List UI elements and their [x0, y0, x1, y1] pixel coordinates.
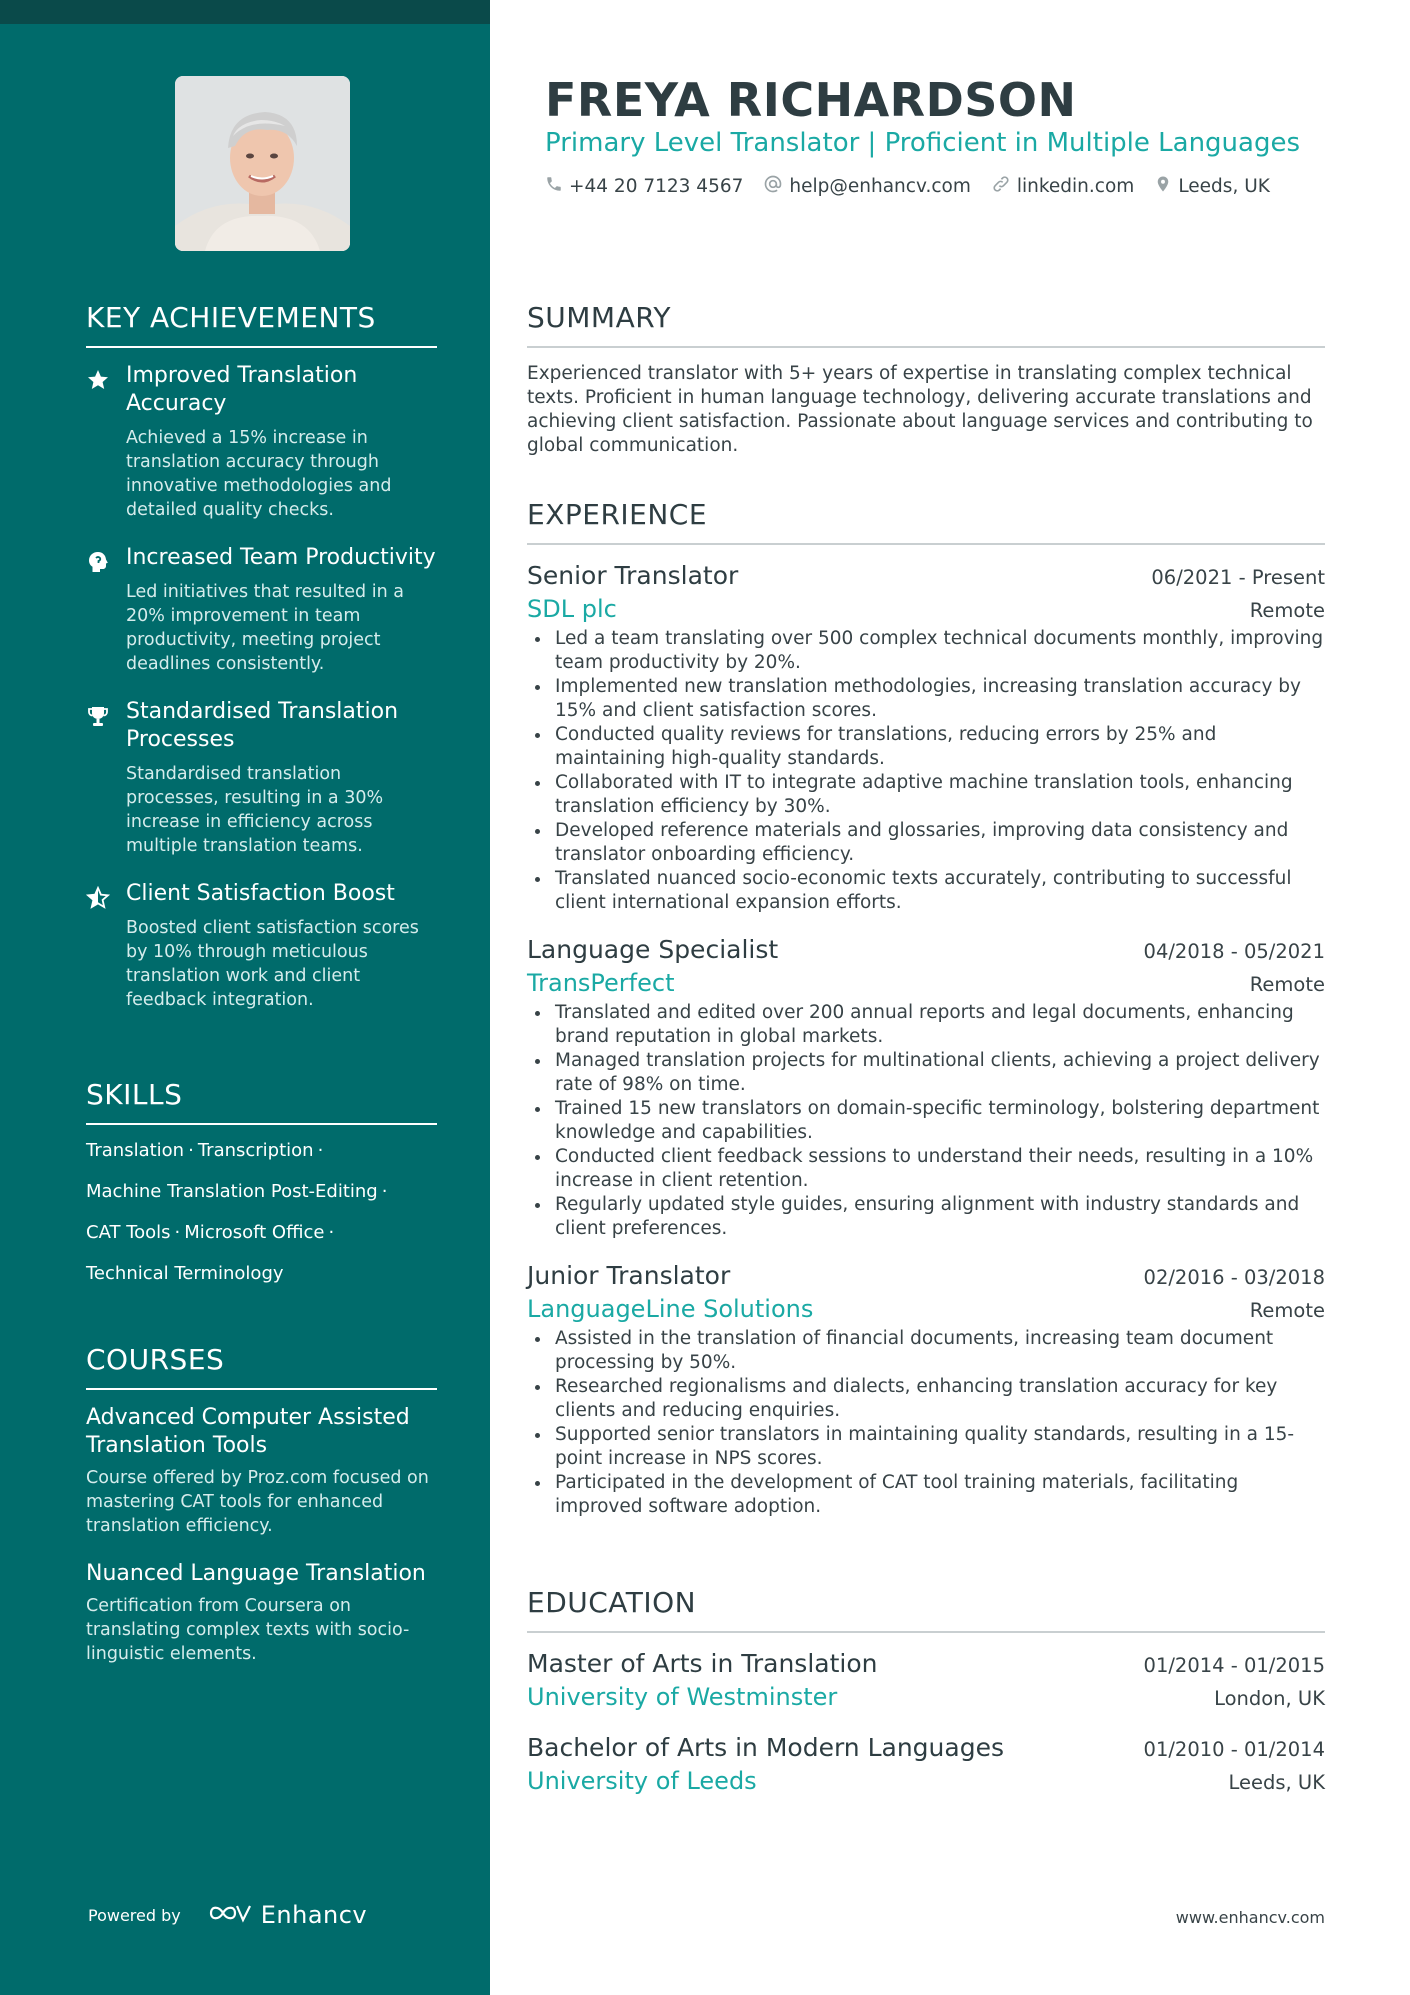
- contact-email[interactable]: [763, 174, 970, 199]
- job-title: Language Specialist: [527, 935, 779, 964]
- degree-title: Master of Arts in Translation: [527, 1649, 878, 1678]
- achievement-item: [86, 880, 437, 1012]
- enhancv-logo-icon: [207, 1900, 253, 1930]
- achievement-title: Improved Translation Accuracy: [126, 363, 358, 416]
- courses-section: [86, 1342, 437, 1688]
- contact-phone[interactable]: [545, 174, 743, 199]
- job-entry: [527, 933, 1325, 1241]
- brain-icon: [86, 550, 110, 574]
- experience-heading: EXPERIENCE: [527, 497, 1325, 545]
- achievement-item: [86, 362, 437, 522]
- job-bullet: Implemented new translation methodologies, increasing translation accuracy by 15% and client satisfaction scores.: [555, 675, 1325, 723]
- skill-line: [86, 1262, 437, 1303]
- half-star-icon: [86, 886, 110, 910]
- skill-line: [86, 1180, 437, 1221]
- job-bullet: Trained 15 new translators on domain-specific terminology, bolstering department knowledge and capabilities.: [555, 1097, 1325, 1145]
- education-entry: [527, 1731, 1325, 1797]
- job-title: Senior Translator: [527, 561, 739, 590]
- course-description: Course offered by Proz.com focused on mastering CAT tools for enhanced translation efficiency.: [86, 1468, 429, 1536]
- course-title: Nuanced Language Translation: [86, 1561, 426, 1586]
- skill-tag: Microsoft Office: [184, 1222, 325, 1243]
- job-bullet: Researched regionalisms and dialects, enhancing translation accuracy for key clients and reducing enquiries.: [555, 1375, 1325, 1423]
- education-heading: EDUCATION: [527, 1585, 1325, 1633]
- contact-linkedin[interactable]: [991, 174, 1134, 199]
- school-location: Leeds, UK: [1228, 1771, 1325, 1794]
- summary-heading: SUMMARY: [527, 300, 1325, 348]
- candidate-tagline: Primary Level Translator | Proficient in Multiple Languages: [545, 128, 1301, 158]
- phone-icon: [545, 175, 563, 198]
- job-dates: 04/2018 - 05/2021: [1143, 940, 1325, 963]
- phone-text: +44 20 7123 4567: [569, 176, 744, 197]
- powered-by: [88, 1900, 367, 1930]
- job-bullet: Participated in the development of CAT tool training materials, facilitating improved software adoption.: [555, 1471, 1325, 1519]
- linkedin-text: linkedin.com: [1016, 176, 1135, 197]
- enhancv-logo[interactable]: [207, 1900, 367, 1930]
- trophy-icon: [86, 704, 110, 728]
- achievement-item: [86, 544, 437, 676]
- job-dates: 06/2021 - Present: [1151, 566, 1325, 589]
- skill-tag: Translation: [86, 1140, 185, 1161]
- achievement-title: Increased Team Productivity: [126, 545, 436, 570]
- job-entry: [527, 559, 1325, 915]
- location-text: Leeds, UK: [1178, 176, 1270, 197]
- job-bullet: Led a team translating over 500 complex technical documents monthly, improving team productivity by 20%.: [555, 628, 1324, 673]
- courses-heading: COURSES: [86, 1342, 437, 1390]
- skill-line: [86, 1139, 437, 1180]
- main-content: [527, 0, 1325, 1995]
- contact-location: [1154, 174, 1270, 199]
- job-company: TransPerfect: [527, 969, 675, 997]
- achievement-description: Achieved a 15% increase in translation accuracy through innovative methodologies and detailed quality checks.: [126, 428, 392, 520]
- course-item: [86, 1560, 437, 1666]
- location-pin-icon: [1154, 174, 1172, 199]
- job-bullets: [527, 627, 1325, 915]
- school-name: University of Leeds: [527, 1767, 757, 1795]
- summary-section: [527, 300, 1325, 458]
- school-name: University of Westminster: [527, 1683, 838, 1711]
- key-achievements-section: [86, 300, 437, 1034]
- achievement-title: Client Satisfaction Boost: [126, 881, 395, 906]
- job-bullet: Developed reference materials and glossaries, improving data consistency and translator onboarding efficiency.: [555, 819, 1325, 867]
- sidebar: [0, 0, 490, 1995]
- achievement-description: Standardised translation processes, resulting in a 30% increase in efficiency across multiple translation teams.: [126, 764, 384, 856]
- course-description: Certification from Coursera on translating complex texts with socio-linguistic elements.: [86, 1596, 410, 1664]
- experience-section: [527, 497, 1325, 1537]
- education-section: [527, 1585, 1325, 1815]
- job-company: SDL plc: [527, 595, 617, 623]
- email-text: help@enhancv.com: [789, 176, 971, 197]
- footer-url[interactable]: www.enhancv.com: [1175, 1908, 1325, 1927]
- education-dates: 01/2014 - 01/2015: [1143, 1654, 1325, 1677]
- at-icon: [763, 174, 783, 199]
- job-location: Remote: [1249, 973, 1325, 996]
- skills-section: [86, 1077, 437, 1303]
- degree-title: Bachelor of Arts in Modern Languages: [527, 1733, 1004, 1762]
- job-bullet: Translated and edited over 200 annual reports and legal documents, enhancing brand reputation in global markets.: [555, 1001, 1325, 1049]
- job-bullet: Managed translation projects for multinational clients, achieving a project delivery rate of 98% on time.: [555, 1049, 1325, 1097]
- link-icon: [991, 174, 1011, 199]
- skill-separator: ·: [174, 1222, 181, 1243]
- key-achievements-heading: KEY ACHIEVEMENTS: [86, 300, 437, 348]
- skill-separator: ·: [381, 1181, 388, 1202]
- job-location: Remote: [1249, 599, 1325, 622]
- achievement-item: [86, 698, 437, 858]
- skill-separator: ·: [317, 1140, 324, 1161]
- skill-tag: Technical Terminology: [86, 1263, 284, 1284]
- summary-text: Experienced translator with 5+ years of expertise in translating complex technical texts. Proficient in human language technology, delivering accurate translations and achieving client satisfaction. Passionate about language services and contributing to global communication.: [527, 363, 1313, 456]
- job-company: LanguageLine Solutions: [527, 1295, 814, 1323]
- skill-line: [86, 1221, 437, 1262]
- sidebar-top-bar: [0, 0, 490, 24]
- job-location: Remote: [1249, 1299, 1325, 1322]
- education-entry: [527, 1647, 1325, 1713]
- skill-separator: ·: [188, 1140, 194, 1161]
- job-bullet: Supported senior translators in maintaining quality standards, resulting in a 15-point increase in NPS scores.: [555, 1423, 1325, 1471]
- job-bullet: Regularly updated style guides, ensuring alignment with industry standards and client preferences.: [555, 1193, 1325, 1241]
- job-bullet: Collaborated with IT to integrate adaptive machine translation tools, enhancing translation efficiency by 30%.: [555, 771, 1325, 819]
- job-bullet: Assisted in the translation of financial documents, increasing team document processing by 50%.: [555, 1327, 1325, 1375]
- job-bullet: Translated nuanced socio-economic texts accurately, contributing to successful client international expansion efforts.: [555, 867, 1325, 915]
- candidate-name: FREYA RICHARDSON: [545, 73, 1077, 127]
- course-title: Advanced Computer Assisted Translation Tools: [86, 1405, 410, 1458]
- profile-photo: [175, 76, 350, 251]
- skills-heading: SKILLS: [86, 1077, 437, 1125]
- achievement-description: Boosted client satisfaction scores by 10% through meticulous translation work and client feedback integration.: [126, 918, 419, 1010]
- skill-tag: Transcription: [197, 1140, 314, 1161]
- job-bullets: [527, 1001, 1325, 1241]
- contact-bar: [545, 174, 1270, 199]
- star-icon: [86, 368, 110, 392]
- job-entry: [527, 1259, 1325, 1519]
- education-dates: 01/2010 - 01/2014: [1143, 1738, 1325, 1761]
- skill-separator: ·: [328, 1222, 335, 1243]
- school-location: London, UK: [1214, 1687, 1325, 1710]
- job-bullet: Conducted quality reviews for translations, reducing errors by 25% and maintaining high-quality standards.: [555, 723, 1325, 771]
- achievement-description: Led initiatives that resulted in a 20% improvement in team productivity, meeting project deadlines consistently.: [126, 582, 404, 674]
- achievement-title: Standardised Translation Processes: [126, 699, 399, 752]
- skill-tag: CAT Tools: [86, 1222, 171, 1243]
- job-title: Junior Translator: [527, 1261, 731, 1290]
- job-bullets: [527, 1327, 1325, 1519]
- job-bullet: Conducted client feedback sessions to understand their needs, resulting in a 10% increase in client retention.: [555, 1145, 1325, 1193]
- skill-tag: Machine Translation Post-Editing: [86, 1181, 378, 1202]
- course-item: [86, 1404, 437, 1538]
- powered-by-label: Powered by: [88, 1905, 181, 1925]
- enhancv-brand: Enhancv: [260, 1901, 368, 1929]
- job-dates: 02/2016 - 03/2018: [1143, 1266, 1325, 1289]
